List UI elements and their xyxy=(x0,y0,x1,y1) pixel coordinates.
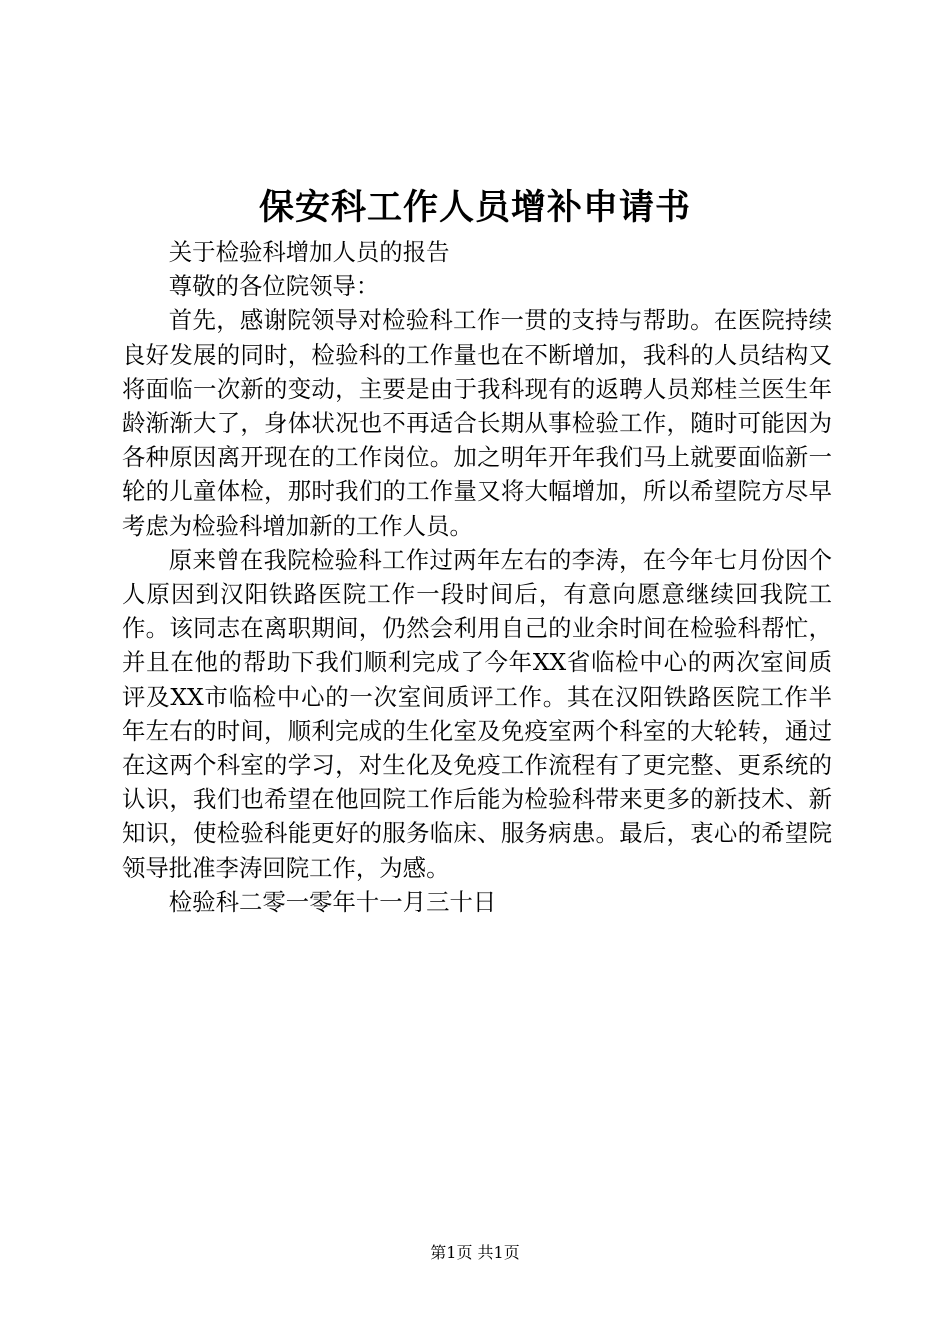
body-paragraph: 首先，感谢院领导对检验科工作一贯的支持与帮助。在医院持续良好发展的同时，检验科的工作量也在不断增加，我科的人员结构又将面临一次新的变动，主要是由于我科现有的返聘人员郑桂兰医生年龄渐渐大了，身体状况也不再适合长期从事检验工作，随时可能因为各种原因离开现在的工作岗位。加之明年开年我们马上就要面临新一轮的儿童体检，那时我们的工作量又将大幅增加，所以希望院方尽早考虑为检验科增加新的工作人员。 xyxy=(122,306,832,540)
document-title: 保安科工作人员增补申请书 xyxy=(258,187,691,228)
salutation: 尊敬的各位院领导： xyxy=(168,272,380,301)
body-paragraph: 原来曾在我院检验科工作过两年左右的李涛，在今年七月份因个人原因到汉阳铁路医院工作一段时间后，有意向愿意继续回我院工作。该同志在离职期间，仍然会利用自己的业余时间在检验科帮忙，并且在他的帮助下我们顺利完成了今年XX省临检中心的两次室间质评及XX市临检中心的一次室间质评工作。其在汉阳铁路医院工作半年左右的时间，顺利完成的生化室及免疫室两个科室的大轮转，通过在这两个科室的学习，对生化及免疫工作流程有了更完整、更系统的认识，我们也希望在他回院工作后能为检验科带来更多的新技术、新知识，使检验科能更好的服务临床、服务病患。最后，衷心的希望院领导批准李涛回院工作，为感。 xyxy=(122,545,832,882)
signature: 检验科二零一零年十一月三十日 xyxy=(168,887,497,916)
subject-line: 关于检验科增加人员的报告 xyxy=(168,238,450,266)
page-number: 第1页 共1页 xyxy=(430,1243,520,1262)
document-body xyxy=(122,235,832,919)
